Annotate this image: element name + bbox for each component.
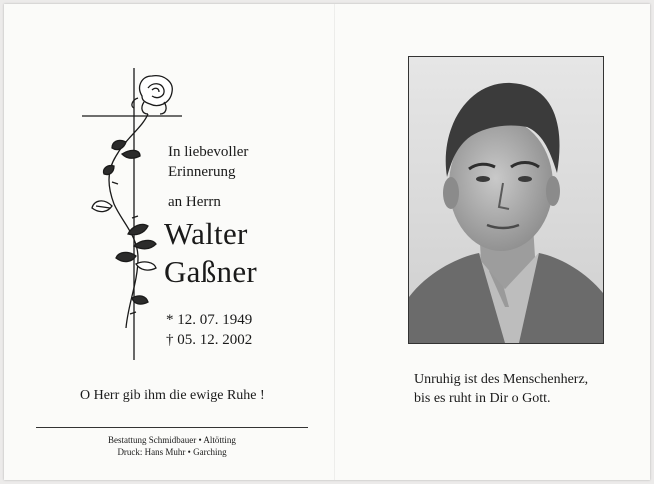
first-name: Walter	[164, 216, 248, 251]
credits	[36, 434, 308, 458]
memorial-card	[4, 4, 650, 480]
verse-line-1: Unruhig ist des Menschenherz,	[414, 372, 589, 387]
prayer-text: O Herr gib ihm die ewige Ruhe !	[80, 388, 265, 403]
verse-text	[414, 370, 588, 408]
last-name: Gaßner	[164, 254, 258, 289]
birth-date: * 12. 07. 1949	[166, 312, 253, 328]
death-date: † 05. 12. 2002	[166, 332, 253, 348]
to-label: an Herrn	[168, 194, 221, 210]
verse-line-2: bis es ruht in Dir o Gott.	[414, 391, 551, 406]
credit-undertaker: Bestattung Schmidbauer • Altötting	[108, 435, 236, 445]
intro-text	[168, 142, 248, 182]
intro-line-2: Erinnerung	[168, 164, 236, 180]
portrait-photo	[408, 56, 604, 344]
fold-line	[334, 4, 335, 480]
divider-line	[36, 427, 308, 428]
credit-printer: Druck: Hans Muhr • Garching	[117, 447, 227, 457]
intro-line-1: In liebevoller	[168, 144, 249, 160]
